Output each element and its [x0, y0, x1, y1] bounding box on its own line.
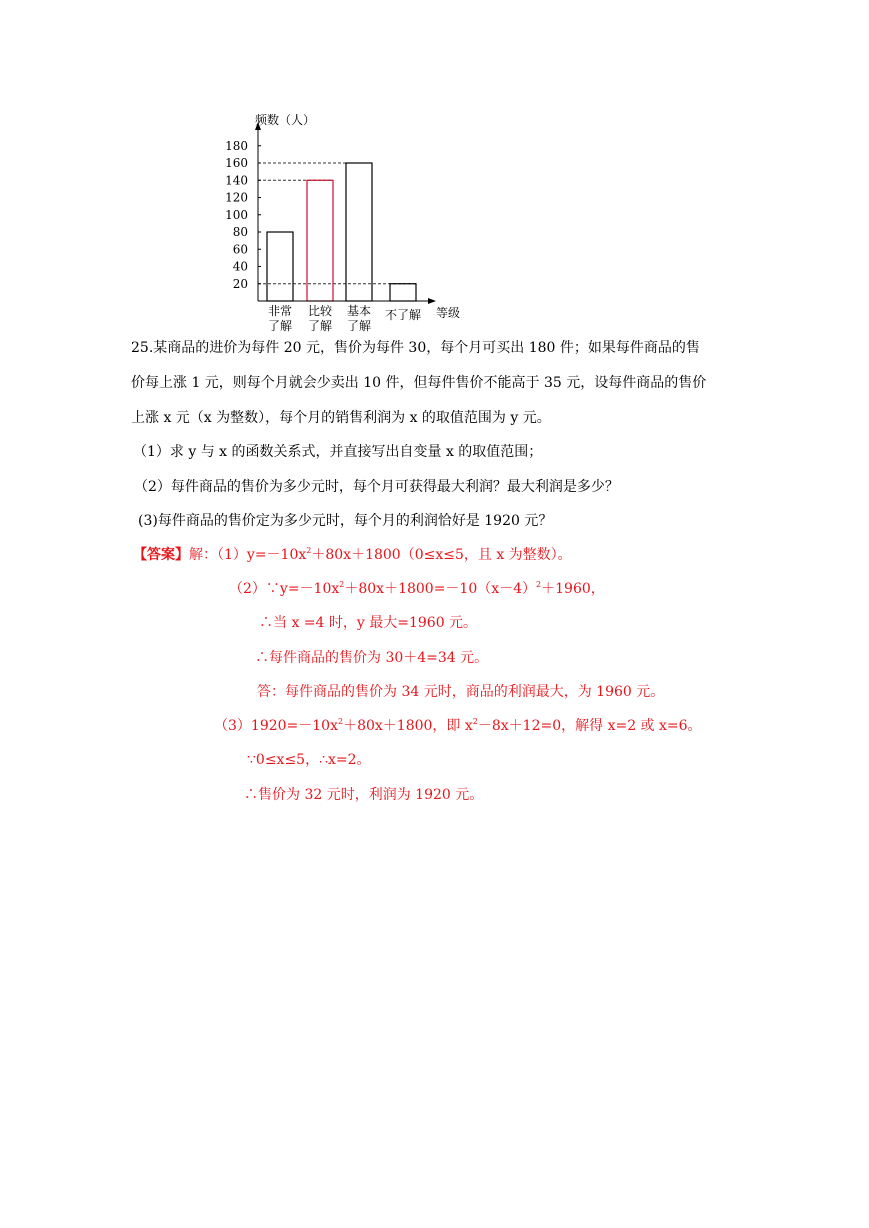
answer-tag: 【答案】	[133, 547, 189, 563]
bar-3	[346, 163, 372, 301]
answer-line-7: ∵0≤x≤5，∴x=2。	[247, 752, 371, 768]
answer-line-6	[214, 716, 702, 736]
answer-line-3: ∴当 x =4 时，y 最大=1960 元。	[259, 615, 478, 631]
answer-3-mid: ＋80x＋1800，即 x	[343, 718, 473, 734]
y-tick-180: 180	[225, 138, 248, 153]
bar-4	[390, 284, 416, 301]
y-tick-140: 140	[225, 173, 248, 188]
bar-1	[267, 232, 293, 301]
y-tick-60: 60	[232, 242, 248, 257]
answer-line-2	[229, 579, 605, 599]
frequency-bar-chart	[218, 100, 468, 340]
answer-2-pre: （2）∵y=－10x	[229, 581, 340, 597]
category-label-1-2: 了解	[267, 319, 293, 333]
answer-2-sup-2: 2	[536, 580, 542, 589]
y-tick-40: 40	[232, 259, 248, 274]
category-label-3-1: 基本	[346, 304, 372, 318]
y-tick-120: 120	[225, 190, 248, 205]
bar-2	[307, 180, 333, 301]
answer-line-5: 答：每件商品的售价为 34 元时，商品的利润最大，为 1960 元。	[257, 684, 665, 700]
x-axis-label: 等级	[436, 306, 461, 320]
answer-3-sup-1: 2	[337, 717, 344, 726]
problem-stem-line-1: 25.某商品的进价为每件 20 元，售价为每件 30，每个月可买出 180 件；如果每件商品的售	[131, 340, 700, 356]
answer-3-sup-2: 2	[472, 717, 478, 726]
category-label-1-1: 非常	[267, 304, 293, 318]
answer-1-pre: 解：（1）y=－10x	[189, 547, 307, 563]
question-3: (3)每件商品的售价定为多少元时，每个月的利润恰好是 1920 元？	[138, 513, 553, 529]
category-label-2-1: 比较	[307, 304, 333, 318]
problem-stem-line-2: 价每上涨 1 元，则每个月就会少卖出 10 件，但每件售价不能高于 35 元，设每件商品的售价	[131, 375, 707, 391]
y-tick-80: 80	[232, 225, 248, 239]
question-1: （1）求 y 与 x 的函数关系式，并直接写出自变量 x 的取值范围；	[133, 444, 543, 460]
answer-line-4: ∴每件商品的售价为 30＋4=34 元。	[255, 650, 489, 666]
y-axis-label: 频数（人）	[255, 113, 316, 127]
y-tick-20: 20	[232, 276, 248, 291]
answer-2-sup-1: 2	[339, 580, 345, 589]
answer-3-pre: （3）1920=－10x	[214, 718, 338, 734]
answer-line-1	[133, 545, 572, 565]
answer-3-post: －8x＋12=0，解得 x=2 或 x=6。	[477, 718, 702, 734]
question-2: （2）每件商品的售价为多少元时，每个月可获得最大利润？最大利润是多少？	[134, 479, 619, 495]
category-label-3-2: 了解	[346, 319, 372, 333]
answer-line-8: ∴售价为 32 元时，利润为 1920 元。	[244, 787, 484, 803]
y-tick-160: 160	[225, 156, 248, 170]
answer-2-mid: ＋80x＋1800=－10（x－4）	[344, 581, 537, 597]
answer-1-post: ＋80x＋1800（0≤x≤5，且 x 为整数）。	[311, 547, 572, 563]
category-label-4-1: 不了解	[384, 308, 422, 322]
answer-2-post: ＋1960，	[541, 581, 605, 597]
y-tick-100: 100	[225, 207, 248, 222]
answer-1-sup: 2	[306, 546, 312, 555]
x-axis-arrow	[428, 298, 436, 304]
category-label-2-2: 了解	[307, 319, 333, 333]
problem-stem-line-3: 上涨 x 元（x 为整数），每个月的销售利润为 x 的取值范围为 y 元。	[131, 410, 551, 426]
